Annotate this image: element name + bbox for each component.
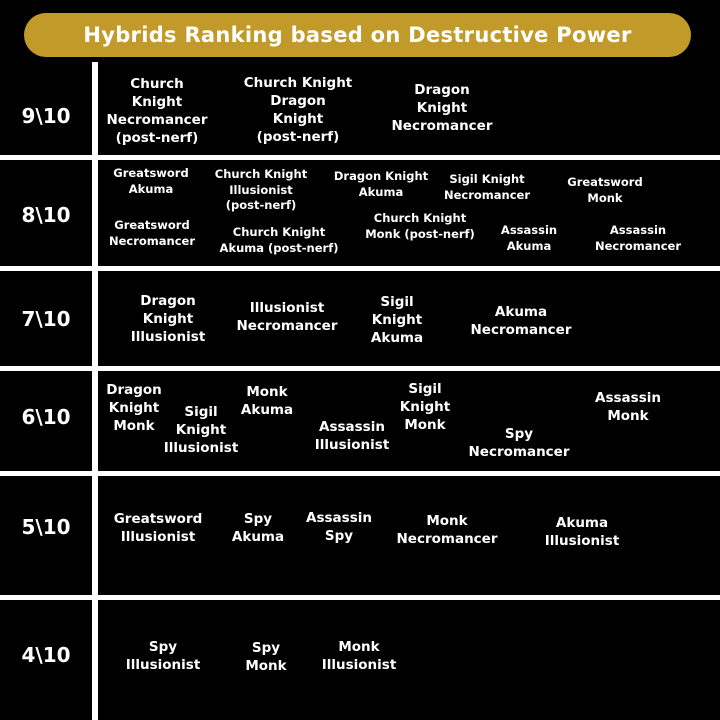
hybrid-entry: Dragon Knight Akuma [333,169,429,199]
hybrid-entry: Greatsword Akuma [113,166,189,196]
hybrid-entry: Spy Illusionist [125,639,201,673]
hybrid-entry: Greatsword Monk [567,175,643,205]
hybrid-entry: Spy Necromancer [468,426,570,460]
hybrid-entry: Greatsword Illusionist [113,511,203,545]
hybrid-entry: Spy Akuma [231,511,285,545]
hybrid-entry: Monk Illusionist [321,639,397,673]
hybrid-entry: Spy Monk [245,640,287,674]
row-divider [0,266,720,271]
row-divider [0,366,720,371]
tier-label-7: 7\10 [21,307,71,331]
hybrid-entry: Illusionist Necromancer [236,300,338,334]
tier-label-6: 6\10 [21,405,71,429]
tier-label-9: 9\10 [21,104,71,128]
hybrid-entry: Assassin Monk [595,390,661,424]
hybrid-entry: Church Knight Dragon Knight (post-nerf) [243,75,353,145]
hybrid-entry: Dragon Knight Monk [106,382,162,434]
vertical-divider [92,62,98,720]
hybrid-entry: Assassin Illusionist [314,419,390,453]
hybrid-entry: Dragon Knight Illusionist [130,293,206,345]
title-banner [24,13,691,57]
tier-label-8: 8\10 [21,203,71,227]
hybrid-entry: Akuma Necromancer [470,304,572,338]
hybrid-entry: Church Knight Monk (post-nerf) [365,211,475,241]
hybrid-entry: Akuma Illusionist [544,515,620,549]
hybrid-entry: Church Knight Necromancer (post-nerf) [106,76,208,146]
hybrid-entry: Assassin Spy [306,510,372,544]
hybrid-entry: Sigil Knight Monk [399,381,451,433]
hybrid-entry: Monk Necromancer [396,513,498,547]
hybrid-entry: Sigil Knight Akuma [370,294,424,346]
row-divider [0,471,720,476]
hybrid-entry: Church Knight Illusionist (post-nerf) [214,167,308,212]
hybrid-entry: Assassin Akuma [500,223,558,253]
hybrid-entry: Assassin Necromancer [594,223,682,253]
tier-label-4: 4\10 [21,643,71,667]
hybrid-entry: Sigil Knight Illusionist [163,404,239,456]
page-title: Hybrids Ranking based on Destructive Power [83,23,632,47]
hybrid-entry: Greatsword Necromancer [108,218,196,248]
hybrid-entry: Sigil Knight Necromancer [443,172,531,202]
row-divider [0,595,720,600]
tier-label-5: 5\10 [21,515,71,539]
hybrid-entry: Church Knight Akuma (post-nerf) [219,225,339,255]
hybrid-entry: Dragon Knight Necromancer [391,82,493,134]
hybrid-entry: Monk Akuma [240,384,294,418]
row-divider [0,155,720,160]
